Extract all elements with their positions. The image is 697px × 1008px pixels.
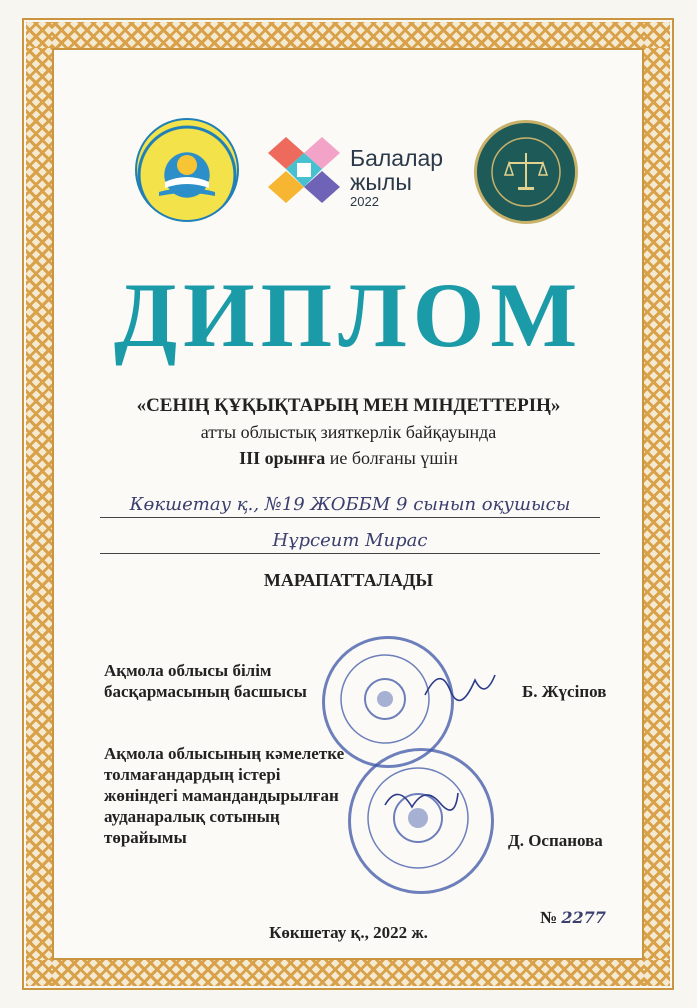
contest-name: «СЕНІҢ ҚҰҚЫҚТАРЫҢ МЕН МІНДЕТТЕРІҢ» <box>136 395 561 416</box>
signatory-2-name: Д. Оспанова <box>508 831 603 850</box>
place-text: III орынға <box>239 448 326 468</box>
number-label: № <box>540 908 558 927</box>
signatory-2-position <box>104 743 344 848</box>
place-line <box>0 448 697 469</box>
diploma-title: ДИПЛОМ <box>113 264 584 366</box>
footer-place-date: Көкшетау қ., 2022 ж. <box>269 923 428 942</box>
signatory-1-name: Б. Жүсіпов <box>522 682 607 701</box>
recipient-name: Нұрсеит Мирас <box>272 530 428 551</box>
recipient-school-underline <box>100 517 600 518</box>
education-department-emblem-icon <box>135 118 239 222</box>
signatory-2-position-line5: төрайымы <box>104 828 187 847</box>
signatory-2-position-line4: ауданаралық сотының <box>104 807 280 826</box>
signatory-1-position-line1: Ақмола облысы білім <box>104 661 272 680</box>
signatory-2-position-line1: Ақмола облысының кәмелетке <box>104 744 345 763</box>
signature-1 <box>420 660 500 710</box>
recipient-school: Көкшетау қ., №19 ЖОББМ 9 сынып оқушысы <box>129 494 571 515</box>
place-suffix: ие болғаны үшін <box>329 448 458 468</box>
brand-line2: жылы <box>350 169 412 195</box>
balalar-zhyly-logo-icon <box>266 135 342 205</box>
signatory-1-position-line2: басқармасының басшысы <box>104 682 307 701</box>
brand-line1: Балалар <box>350 145 444 171</box>
signature-2 <box>380 775 460 825</box>
court-emblem-icon <box>474 120 578 224</box>
contest-description: атты облыстық зияткерлік байқауында <box>200 422 497 442</box>
number-value: 2277 <box>561 908 606 927</box>
signatory-2-position-line3: жөніндегі мамандандырылған <box>104 786 339 805</box>
signatory-2-position-line2: толмағандардың істері <box>104 765 281 784</box>
signatory-1-position <box>104 660 307 702</box>
brand-year: 2022 <box>350 194 379 209</box>
recipient-name-underline <box>100 553 600 554</box>
awarded-text: МАРАПАТТАЛАДЫ <box>263 570 434 590</box>
